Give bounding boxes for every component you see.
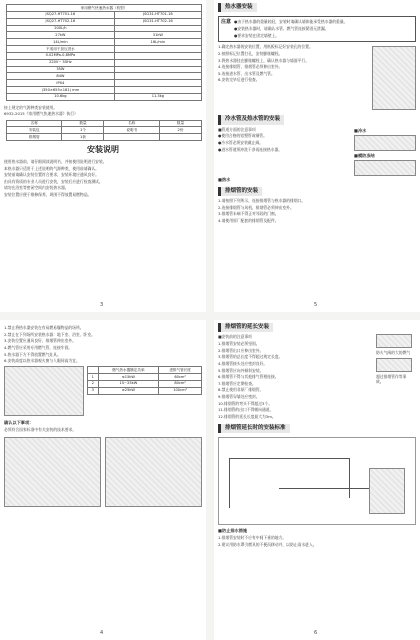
table-cell: 11.3kg: [114, 93, 201, 100]
install-paragraph: 安装位置应便于维修保养，周围不得放置易燃物品。: [4, 192, 92, 198]
table-cell: 16L/min: [114, 39, 201, 46]
install-paragraph: 由具有资质的专业人员进行安装，安装后应进行检查测试。: [4, 178, 103, 184]
table-cell: [114, 66, 201, 73]
table-header-cell: 名称: [104, 120, 159, 127]
table-cell: [104, 134, 159, 141]
install-step: 1.确定热水器的安装位置，用纸板标记好安装孔的位置。: [218, 44, 313, 50]
drain-title: ■防止排水措施: [218, 527, 248, 533]
notice-item: ●安装热水器时，请确认水管、燃气管连接紧固无泄漏。: [234, 26, 329, 32]
vent-table: [87, 366, 202, 394]
install-step: 3.将热水器挂在膨胀螺栓上，确认热水器与墙面平行。: [218, 57, 309, 63]
extension-rule: 11.排烟管的出口不得朝向通道。: [218, 407, 274, 413]
spec-row: [7, 87, 202, 94]
extension-rule: 12.排烟管的延长长度最大为3m。: [218, 413, 276, 419]
drain-step: 2.建议用防水罩引燃具的不便而移动并，以防止雨水进入。: [218, 541, 317, 547]
extension-rule: 10.排烟管的弯头不得超过3个。: [218, 400, 273, 406]
pipe-note: ●使用合格的铝塑管或铜管。: [218, 133, 267, 139]
table-cell: 80cm²: [159, 380, 202, 387]
page-number: 6: [314, 630, 318, 637]
table-cell: 0.02MPa-0.8MPa: [7, 52, 115, 59]
table-cell: [114, 46, 201, 53]
table-cell: 2: [88, 380, 99, 387]
pipe-note: ●冷水管必须安装截止阀。: [218, 139, 264, 145]
spec-row: [7, 46, 202, 53]
extension-rule: 2.排烟管出口应伸出室外。: [218, 347, 264, 353]
spec-row: [7, 93, 202, 100]
install-title: 安装说明: [87, 145, 119, 155]
table-cell: [114, 80, 201, 87]
section-title-extension: 排烟管的延长安装: [218, 323, 273, 332]
table-cell: 220V~ 50Hz: [7, 59, 115, 66]
table-cell: 排烟管: [7, 134, 62, 141]
table-cell: 200L/h: [7, 25, 115, 32]
spec-row: [7, 18, 202, 25]
smoke-step: 1.请按照下列所示，连接排烟管与热水器的排烟口。: [218, 198, 306, 204]
extension-rule: 4.排烟管接头处应密封良好。: [218, 360, 268, 366]
extension-rule: 8.禁止使用非原厂排烟管。: [218, 387, 264, 393]
extension-rule: 7.排烟管应定期检查。: [218, 380, 256, 386]
manual-page-location: [0, 320, 206, 640]
warning-text-1: 防火气阀的大的燃气: [376, 350, 411, 356]
page-number: 5: [314, 302, 318, 309]
warning-text-2: 超过排烟管作等事故。: [376, 373, 407, 384]
table-cell: 10.6kg: [7, 93, 115, 100]
table-cell: [159, 134, 201, 141]
accessory-row: [7, 127, 202, 134]
heater-diagram: [372, 46, 416, 110]
table-cell: [114, 25, 201, 32]
table-cell: [114, 52, 201, 59]
caution-icon: [376, 358, 412, 372]
spec-row: [7, 25, 202, 32]
extension-rule: 1.排烟管安装必须坚固。: [218, 341, 260, 347]
location-rule: 1.禁止将热水器安装在有易燃易爆物品的场所。: [4, 325, 84, 330]
extension-rule: 9.排烟管穿墙处应密封。: [218, 394, 260, 400]
table-cell: IPX4: [7, 80, 115, 87]
notice-item: ●由于热水器的重量较轻，安装时请确认墙体能承受热水器的重量。: [234, 19, 348, 25]
standard-line-1: 按上规定的气源种类安装使用。: [4, 104, 58, 110]
table-cell: 不适用于加压进水: [7, 46, 115, 53]
install-step: 4.连接排烟管，排烟管必须伸出室外。: [218, 64, 283, 70]
table-header-cell: 数量: [159, 120, 201, 127]
vent-row: [88, 380, 202, 387]
table-header-cell: 进排气管长度: [159, 367, 202, 374]
table-cell: ≤15kW: [98, 374, 159, 381]
hot-water-label: ■热水: [218, 177, 231, 183]
install-paragraph: 使用热水器前，请仔细阅读说明书，并按使用说明进行安装。: [4, 158, 107, 164]
location-rule: 3.安装位置应通风良好，排烟管伸出室外。: [4, 338, 76, 344]
section-title-smoke: 排烟管的安装: [218, 187, 262, 196]
pipe-note: ●进水管道须冲洗干净再连接热水器。: [218, 146, 283, 152]
spec-row: [7, 80, 202, 87]
install-step: 2.按照标记位置打孔，安装膨胀螺栓。: [218, 50, 283, 56]
spec-row: [7, 66, 202, 73]
location-rule: 5.热水器下方不得放置燃气灶具。: [4, 351, 61, 357]
smoke-step: 3.排烟管末端不得正对邻居的门窗。: [218, 211, 279, 217]
antifreeze-label: ■模防冻结: [354, 152, 375, 158]
spec-row: [7, 73, 202, 80]
install-text: [0, 159, 206, 197]
antifreeze-figure: [354, 160, 416, 176]
manual-page-extension: [214, 320, 420, 640]
table-cell: 安装包: [7, 127, 62, 134]
extension-rule: ■安装前的注意事项: [218, 334, 252, 340]
standard-line-2: 6932-2015《家用燃气快速热水器》执行）: [4, 111, 78, 117]
table-cell: (350×655×181) mm: [7, 87, 115, 94]
table-cell: [114, 59, 201, 66]
heater-outline: [369, 468, 405, 514]
table-header-cell: 燃气热水器额定功率: [98, 367, 159, 374]
table-cell: 3: [88, 387, 99, 394]
pipe-note: ■管道方面的注意事项: [218, 126, 256, 132]
location-rule: 2.禁止在下列场所安装热水器：地下室、浴室、卧室。: [4, 331, 95, 337]
table-cell: 27kW: [7, 32, 115, 39]
install-diagram-1: [4, 437, 101, 507]
extension-diagram: [218, 437, 416, 525]
warning-icon: [376, 334, 412, 348]
install-paragraph: 本热水器只适用于上述说明的气源种类，使用前请确认。: [4, 165, 99, 171]
page-number: 3: [100, 302, 104, 309]
accessory-row: [7, 134, 202, 141]
table-cell: 31kW: [114, 32, 201, 39]
table-header-cell: 名称: [7, 120, 62, 127]
spec-row: [7, 39, 202, 46]
install-paragraph: 安装前请确认安装位置符合要求，安装环境应通风良好。: [4, 172, 99, 178]
table-cell: 1: [88, 374, 99, 381]
spec-header: 家用燃气快速热水器（机型）: [7, 5, 202, 12]
drain-step: 1.排烟管安装时不应有中间下垂的地方。: [218, 535, 287, 541]
extension-rule: 6.排烟管不得与其他排气管相连接。: [218, 374, 279, 380]
smoke-step: 4.请使用原厂配套的排烟管及配件。: [218, 218, 279, 224]
table-header-cell: [88, 367, 99, 374]
section-title-pipes: 冷水管及热水管的安装: [218, 115, 284, 124]
install-paragraph: 请勿在浴室等密闭空间内安装热水器。: [4, 185, 69, 191]
cold-water-label: ■冷水: [354, 127, 367, 133]
table-cell: 60cm²: [159, 374, 202, 381]
table-cell: 15~25kW: [98, 380, 159, 387]
install-step: 6.安装完毕后进行检查。: [218, 77, 260, 83]
page-number: 4: [100, 630, 104, 637]
notice-label: 注意: [221, 19, 232, 26]
section-title-standard: 排烟管延长时的安装标准: [218, 424, 290, 433]
manual-page-specs: [0, 0, 206, 312]
table-cell: JSG31-HT702-16: [114, 18, 201, 25]
location-rule: 6.安装高度以热水器观火窗与人眼同高为宜。: [4, 358, 80, 364]
table-cell: 说明书: [104, 127, 159, 134]
table-cell: ≥25kW: [98, 387, 159, 394]
section-title-heater: 热水器安装: [218, 3, 257, 12]
install-step: 5.连接进水管、出水管及燃气管。: [218, 70, 275, 76]
spec-row: [7, 32, 202, 39]
manual-page-heater-install: [214, 0, 420, 312]
install-diagram-2: [105, 437, 202, 507]
vent-row: [88, 374, 202, 381]
extension-rule: 5.排烟管应向外倾斜安装。: [218, 367, 264, 373]
notice-box: [218, 16, 416, 42]
table-cell: 2份: [159, 127, 201, 134]
accessory-table: [6, 120, 202, 142]
table-cell: 14L/min: [7, 39, 115, 46]
table-cell: 1个: [62, 127, 104, 134]
location-rule: 4.燃气管应采用专用燃气管，连接牢固。: [4, 344, 73, 350]
table-cell: 35W: [7, 66, 115, 73]
confirm-text: 必须符合国家标准中有关安装的技术要求。: [4, 427, 77, 433]
cold-water-figure: [354, 135, 416, 151]
table-cell: JSQ27-HT702-16: [7, 18, 115, 25]
spec-table: [6, 4, 202, 101]
table-cell: JSQ27-HT701-16: [7, 11, 115, 18]
page-gutter: [206, 0, 214, 640]
location-diagram: [4, 366, 84, 416]
smoke-step: 2.连接排烟管与风机，排烟管必须伸出室外。: [218, 204, 294, 210]
table-cell: [114, 87, 201, 94]
extension-rule: 3.排烟管的总长度不得超过规定长度。: [218, 354, 283, 360]
table-cell: [114, 73, 201, 80]
spec-row: [7, 52, 202, 59]
table-header-cell: 数量: [62, 120, 104, 127]
notice-item: ●要求安装在固定墙壁上。: [234, 32, 280, 38]
vent-row: [88, 387, 202, 394]
confirm-title: 确认以下事项：: [4, 420, 34, 426]
spec-row: [7, 11, 202, 18]
table-cell: 100cm²: [159, 387, 202, 394]
table-cell: 1套: [62, 134, 104, 141]
table-cell: 84W: [7, 73, 115, 80]
table-cell: JSG31-HT701-16: [114, 11, 201, 18]
spec-row: [7, 59, 202, 66]
